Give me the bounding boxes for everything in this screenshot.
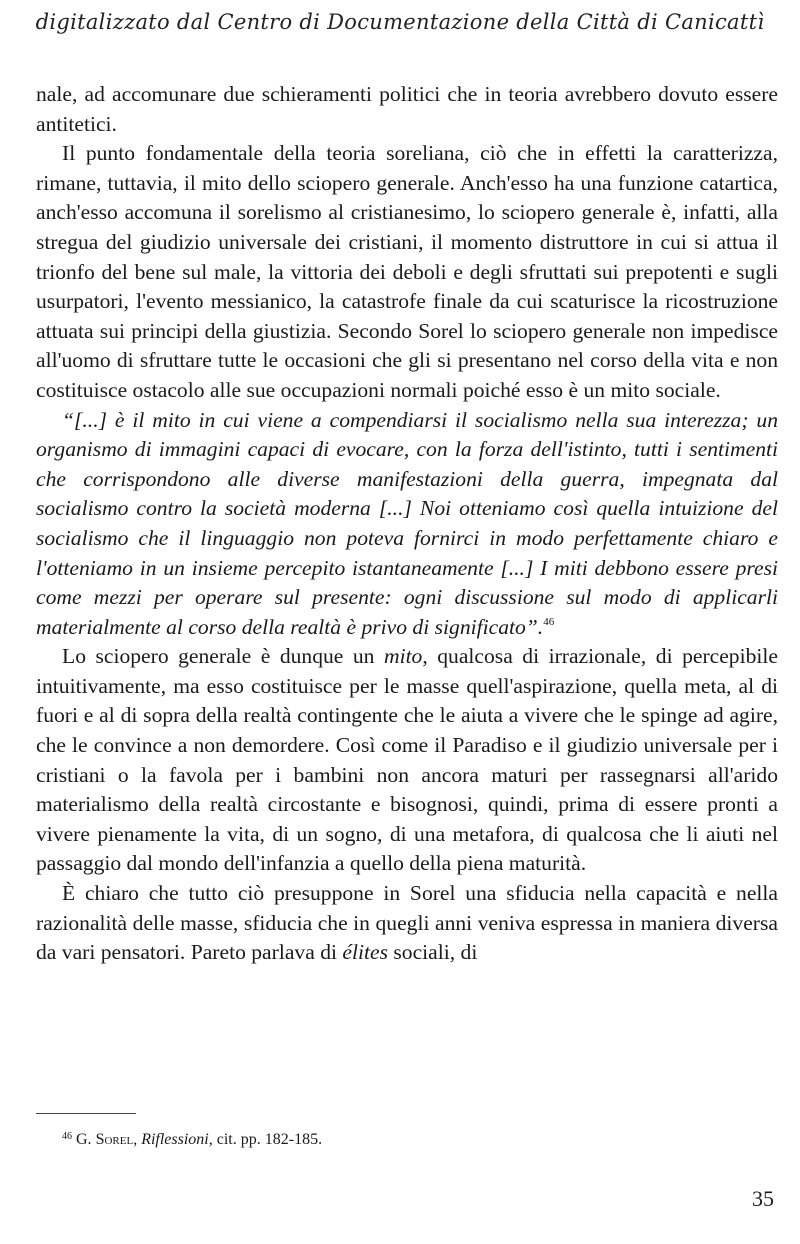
footnote-separator-text: , xyxy=(133,1131,142,1148)
paragraph-3 xyxy=(36,406,778,643)
paragraph-text: È chiaro che tutto ciò presuppone in Sorel una sfiducia nella capacità e nella razionalità delle masse, sfiducia che in quegli anni veniva espressa in maniera diversa da vari pensatori. Pareto parlava di xyxy=(36,881,778,965)
footnote-author-initial: G. xyxy=(76,1131,96,1148)
paragraph-text: “[...] è il mito in cui viene a compendiarsi il socialismo nella sua interezza; un organismo di immagini capaci di evocare, con la forza dell'istinto, tutti i sentimenti che corrispondono alle diverse manifestazioni della guerra, impegnata dal socialismo contro la società moderna [...] Noi otteniamo così quella intuizione del socialismo che il linguaggio non poteva fornirci in modo perfettamente chiaro e l'otteniamo in un insieme percepito istantaneamente [...] I miti debbono essere presi come mezzi per operare sul presente: ogni discussione sul modo di applicarli materialmente al corso della realtà è privo di significato”. xyxy=(36,407,778,639)
paragraph-text: sociali, di xyxy=(387,940,478,965)
footnote-marker: 46 xyxy=(62,1131,72,1142)
emphasis-text: mito xyxy=(383,644,423,669)
paragraph-text: Lo sciopero generale è dunque un xyxy=(62,644,384,669)
paragraph-5 xyxy=(36,879,778,968)
page-number: 35 xyxy=(752,1186,774,1211)
emphasis-text: élites xyxy=(342,940,388,965)
footnote-reference: 46 xyxy=(543,615,555,628)
paragraph-text: , qualcosa di irrazionale, di percepibile intuitivamente, ma esso costituisce per le masse quell'aspirazione, quella meta, al di fuori e al di sopra della realtà contingente che le aiuta a vivere che le spinge ad agire, che le convince a non demordere. Così come il Paradiso e il giudizio universale per i cristiani o la favola per i bambini non ancora maturi per rassegnarsi all'arido materialismo della realtà circostante e bisognosi, quindi, prima di essere pronti a vivere pienamente la vita, di un sogno, di una metafora, di qualcosa che li aiuti nel passaggio dal mondo dell'infanzia a quello della piena maturità. xyxy=(36,644,778,876)
footnote-46 xyxy=(62,1130,322,1150)
footnote-citation: , cit. pp. 182-185. xyxy=(208,1131,323,1148)
footnote-title: Riflessioni xyxy=(141,1131,209,1148)
paragraph-4 xyxy=(36,642,778,879)
digitization-watermark: digitalizzato dal Centro di Documentazione della Città di Canicattì xyxy=(35,10,765,34)
paragraph-1 xyxy=(36,80,778,139)
body-text xyxy=(36,80,778,968)
footnote-separator xyxy=(36,1113,136,1114)
footnote-author-surname: Sorel xyxy=(95,1131,134,1148)
paragraph-text: nale, ad accomunare due schieramenti politici che in teoria avrebbero dovuto essere antitetici. xyxy=(36,82,778,136)
paragraph-text: Il punto fondamentale della teoria soreliana, ciò che in effetti la caratterizza, rimane, tuttavia, il mito dello sciopero generale. Anch'esso ha una funzione catartica, anch'esso accomuna il sorelismo al cristianesimo, lo sciopero generale è, infatti, alla stregua del giudizio universale dei cristiani, il momento distruttore in cui si attua il trionfo del bene sul male, la vittoria dei deboli e degli sfruttati sui prepotenti e sugli usurpatori, l'evento messianico, la catastrofe finale da cui scaturisce la ricostruzione attuata sui principi della giustizia. Secondo Sorel lo sciopero generale non impedisce all'uomo di sfruttare tutte le occasioni che gli si presentano nel corso della vita e non costituisce ostacolo alle sue occupazioni normali poiché esso è un mito sociale. xyxy=(36,141,778,402)
paragraph-2 xyxy=(36,139,778,405)
